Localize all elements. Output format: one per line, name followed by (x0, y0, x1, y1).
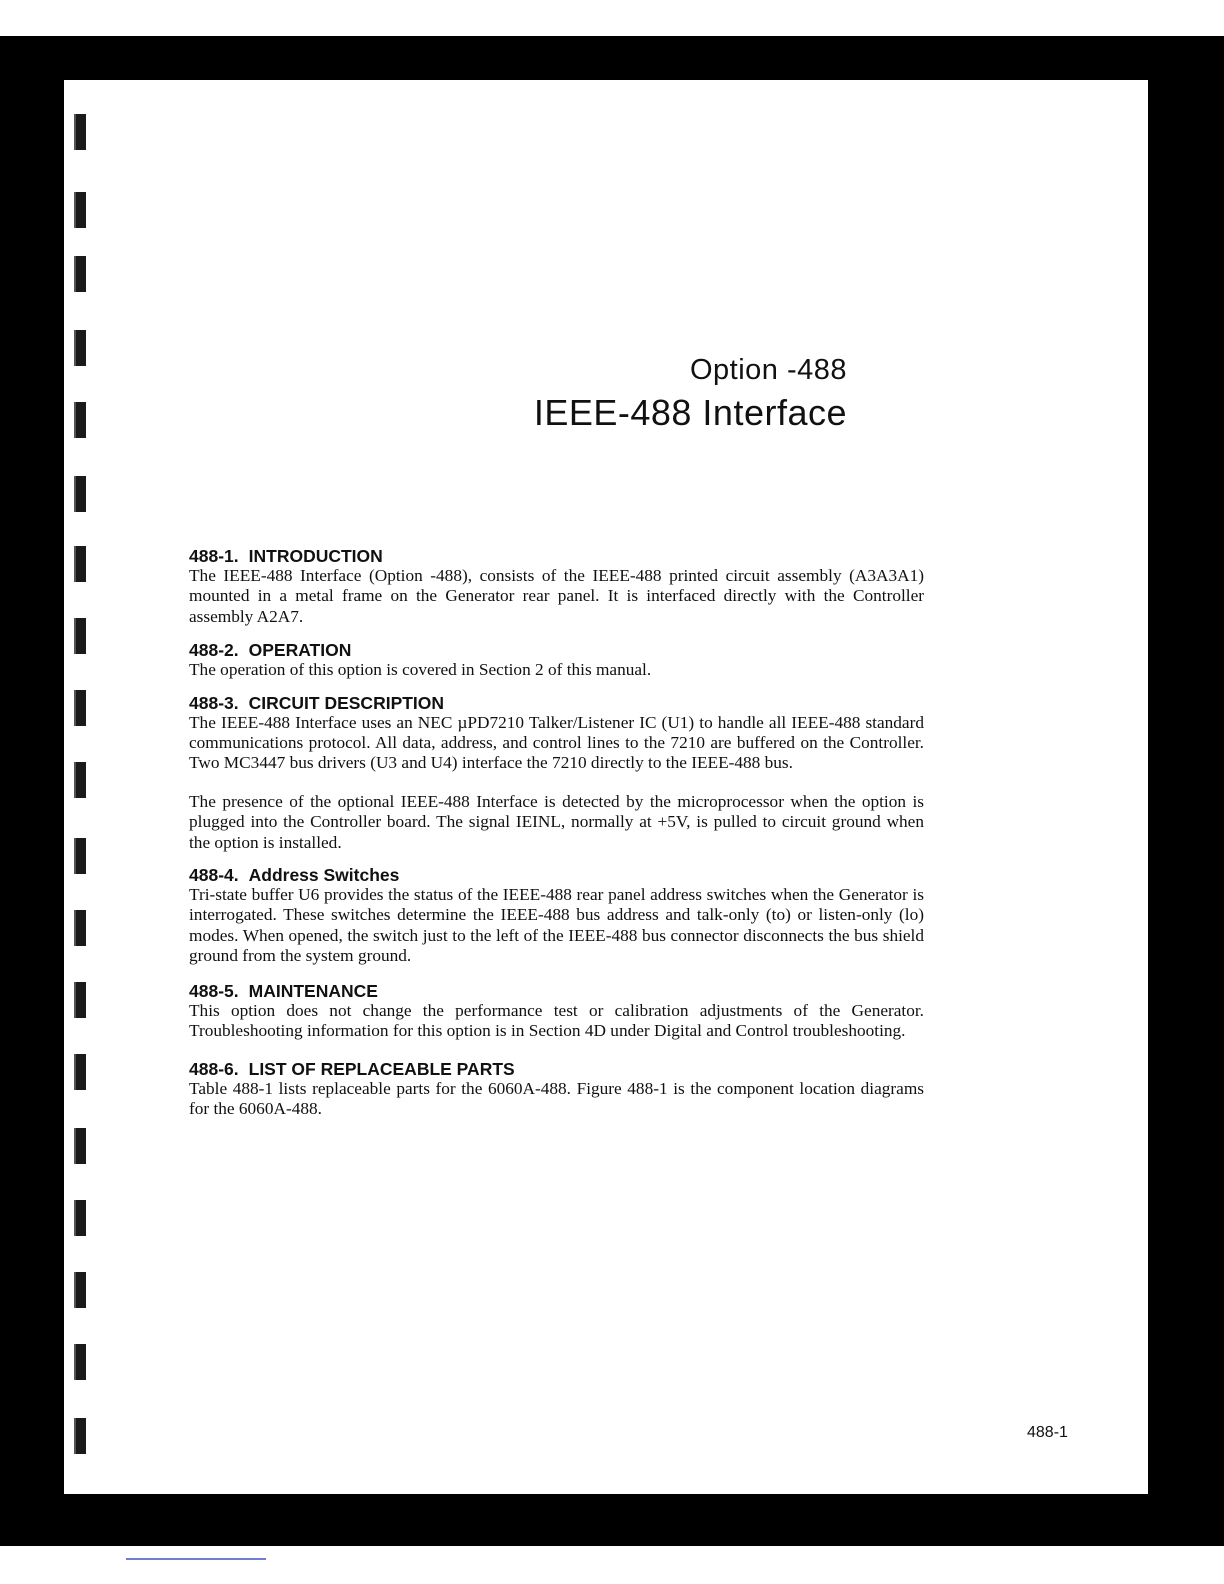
binding-hole (74, 476, 86, 512)
binding-hole (74, 838, 86, 874)
binding-hole (74, 982, 86, 1018)
scan-border-top (0, 36, 1224, 80)
section-paragraph: The IEEE-488 Interface (Option -488), consists of the IEEE-488 printed circuit assembly (A3A3A1) mounted in a metal frame on the Generator rear panel. It is interfaced directly with the Controller assembly A2A7. (189, 566, 924, 626)
section-number: 488-5. (189, 980, 239, 1001)
section-circuit-description (189, 693, 924, 853)
section-paragraph: The operation of this option is covered in Section 2 of this manual. (189, 660, 652, 680)
section-title: Address Switches (248, 865, 400, 886)
binding-holes (0, 80, 64, 1494)
document-page (64, 80, 1148, 1494)
scan-border-bottom (0, 1494, 1224, 1546)
binding-hole (74, 618, 86, 654)
link-underline (126, 1558, 266, 1560)
section-heading (189, 693, 924, 713)
section-paragraph: The presence of the optional IEEE-488 Interface is detected by the microprocessor when the option is plugged into the Controller board. The signal IEINL, normally at +5V, is pulled to circuit ground when the option is installed. (189, 791, 924, 852)
section-paragraph: This option does not change the performance test or calibration adjustments of the Generator. Troubleshooting information for this option is in Section 4D under Digital and Control troubleshooting. (189, 1000, 924, 1041)
binding-hole (74, 1200, 86, 1236)
page-title: IEEE-488 Interface (533, 392, 847, 433)
binding-hole (74, 330, 86, 366)
section-operation (189, 640, 924, 680)
binding-hole (74, 910, 86, 946)
section-paragraph: Tri-state buffer U6 provides the status of the IEEE-488 rear panel address switches when the Generator is interrogated. These switches determine the IEEE-488 bus address and talk-only (to) or listen-only (lo) modes. When opened, the switch just to the left of the IEEE-488 bus connector disconnects the bus shield ground from the system ground. (189, 885, 924, 966)
section-address-switches (189, 865, 924, 967)
binding-hole (74, 1272, 86, 1308)
binding-hole (74, 546, 86, 582)
binding-hole (74, 114, 86, 150)
section-heading (189, 640, 924, 660)
scan-border-right (1148, 36, 1224, 1546)
section-number: 488-6. (189, 1058, 239, 1079)
option-label: Option -488 (689, 354, 847, 386)
section-heading (189, 546, 924, 566)
section-number: 488-3. (189, 692, 239, 713)
section-number: 488-2. (189, 640, 239, 661)
section-title: OPERATION (248, 640, 352, 661)
binding-hole (74, 402, 86, 438)
section-heading (189, 981, 924, 1001)
section-number: 488-1. (189, 546, 239, 566)
binding-hole (74, 690, 86, 726)
section-maintenance (189, 981, 924, 1042)
page-number: 488-1 (1027, 1424, 1068, 1441)
document-body (189, 546, 924, 1119)
section-replaceable-parts (189, 1059, 924, 1120)
binding-hole (74, 192, 86, 228)
binding-hole (74, 1418, 86, 1454)
binding-hole (74, 1344, 86, 1380)
binding-hole (74, 762, 86, 798)
section-title: INTRODUCTION (248, 546, 383, 566)
section-title: CIRCUIT DESCRIPTION (248, 692, 445, 713)
section-title: MAINTENANCE (248, 980, 378, 1001)
section-paragraph: Table 488-1 lists replaceable parts for the 6060A-488. Figure 488-1 is the component location diagrams for the 6060A-488. (189, 1078, 924, 1118)
section-heading (189, 1059, 924, 1079)
section-introduction (189, 546, 924, 627)
section-paragraph: The IEEE-488 Interface uses an NEC µPD7210 Talker/Listener IC (U1) to handle all IEEE-488 standard communications protocol. All data, address, and control lines to the 7210 are buffered on the Controller. Two MC3447 bus drivers (U3 and U4) interface the 7210 directly to the IEEE-488 bus. (189, 712, 924, 773)
section-heading (189, 865, 924, 885)
binding-hole (74, 256, 86, 292)
section-title: LIST OF REPLACEABLE PARTS (248, 1058, 515, 1079)
binding-hole (74, 1054, 86, 1090)
section-number: 488-4. (189, 865, 239, 886)
binding-hole (74, 1128, 86, 1164)
